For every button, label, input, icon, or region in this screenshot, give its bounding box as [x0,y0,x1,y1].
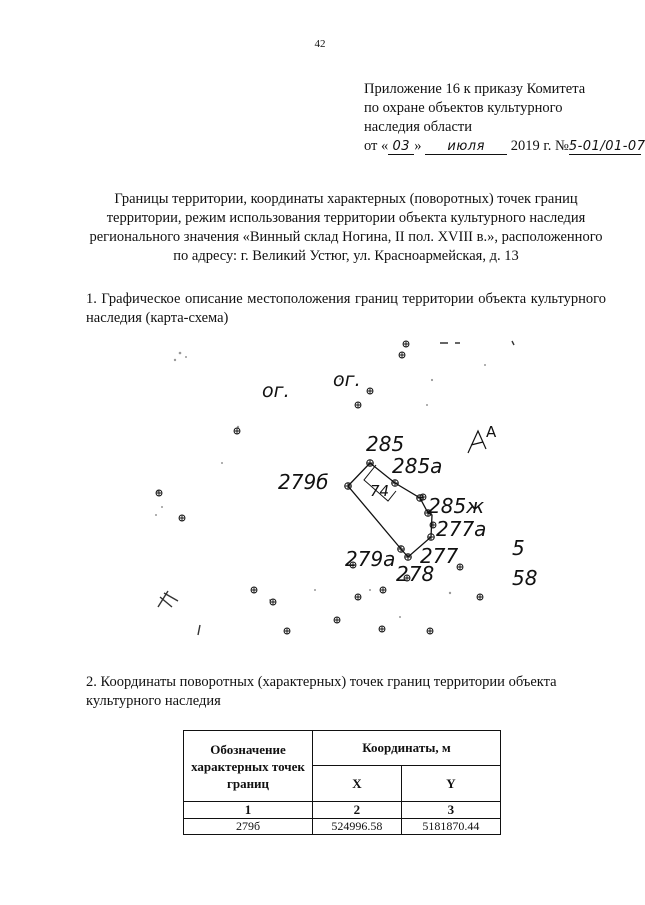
order-number: 5-01/01-07 [568,139,645,154]
label-og-2: ог. [333,369,361,391]
appendix-line-3: наследия области [364,119,473,135]
label-point-278: 278 [396,562,435,586]
point-y: 5181870.44 [401,819,500,835]
label-point-285a: 285а [392,454,443,478]
coordinates-table [183,730,501,835]
date-day-suffix: » [414,138,422,154]
table-row [184,819,501,835]
column-number: 1 [184,802,313,819]
label-og-1: ог. [262,380,290,402]
label-point-279a: 279а [345,547,396,571]
label-point-285zh: 285ж [428,494,485,518]
date-prefix: от « [364,138,389,154]
date-day: 03 [388,139,414,155]
col-point-label: Обозначение характерных точек границ [184,731,313,802]
section-1-heading: 1. Графическое описание местоположения границ территории объекта культурного наследия (карта-схема) [86,291,606,326]
label-point-277a: 277а [436,517,487,541]
label-point-277: 277 [420,544,459,568]
page-number: 42 [314,38,326,50]
section-2-heading: 2. Координаты поворотных (характерных) точек границ территории объекта культурного наследия [86,674,557,709]
col-x: X [313,766,402,802]
date-month: июля [425,139,507,155]
appendix-date-line [364,137,645,156]
col-y: Y [401,766,500,802]
col-coordinates: Координаты, м [313,731,501,766]
label-side-a: А [486,423,497,441]
label-edge-58: 58 [512,566,538,590]
label-point-279b: 279б [278,470,329,494]
column-number: 2 [313,802,402,819]
appendix-line-2: по охране объектов культурного [364,100,563,116]
appendix-block [364,80,645,156]
point-name: 279б [184,819,313,835]
column-number: 3 [401,802,500,819]
label-building-74: 74 [370,482,390,500]
document-title: Границы территории, координаты характерных (поворотных) точек границ территории, режим использования территории объекта культурного наследия регионального значения «Винный склад Ногина, II пол. XVIII в.», расположенного по адресу: г. Великий Устюг, ул. Красноармейская, д. 13 [89,191,603,264]
appendix-line-1: Приложение 16 к приказу Комитета [364,81,586,97]
arrow-a-mark [468,431,486,453]
point-x: 524996.58 [313,819,402,835]
label-edge-5: 5 [512,536,525,560]
date-year: 2019 г. № [510,138,569,154]
label-point-285: 285 [366,432,405,456]
site-map-scheme [150,335,538,640]
column-number-row [184,802,501,819]
